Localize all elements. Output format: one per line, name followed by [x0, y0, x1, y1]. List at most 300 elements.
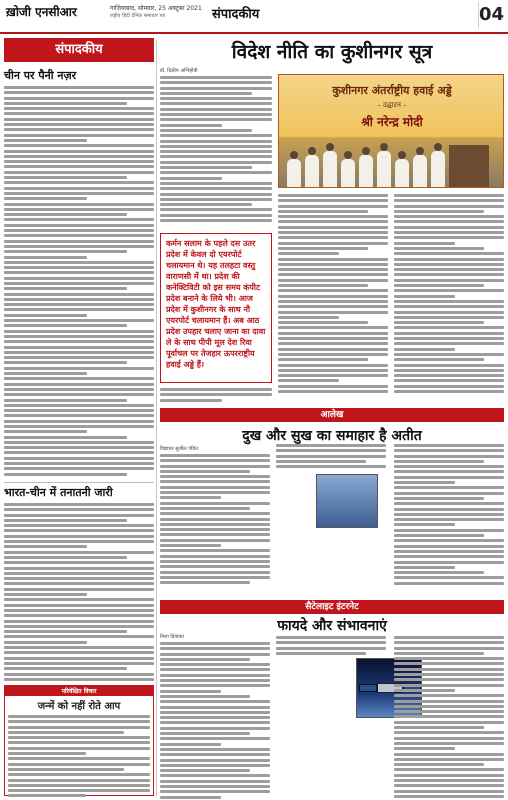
text-line [4, 430, 87, 433]
text-line [160, 454, 270, 457]
text-line [394, 252, 504, 255]
text-line [276, 465, 386, 468]
text-line [160, 203, 252, 206]
text-line [394, 641, 504, 644]
text-line [160, 171, 272, 174]
text-line [394, 481, 455, 484]
text-line [394, 390, 504, 393]
section-bar-satellite: सैटेलाइट इंटरनेट [160, 600, 504, 614]
text-line [4, 256, 87, 259]
text-line [276, 444, 386, 447]
text-line [394, 247, 484, 250]
text-line [4, 524, 154, 527]
article-title: जन्में को नहीं रोते आप [37, 701, 121, 712]
text-line [394, 662, 504, 665]
text-line [276, 449, 386, 452]
article-body [4, 503, 154, 681]
person-figure [323, 151, 337, 188]
text-line [394, 534, 484, 537]
text-line [394, 284, 484, 287]
text-line [160, 571, 270, 574]
text-line [4, 572, 154, 575]
text-line [4, 588, 154, 591]
text-line [394, 358, 484, 361]
text-line [160, 695, 250, 698]
text-line [394, 279, 504, 282]
text-line [394, 465, 504, 468]
text-line [394, 321, 484, 324]
text-line [160, 118, 272, 121]
lead-column-2 [278, 194, 388, 395]
text-line [4, 293, 154, 296]
text-line [160, 155, 272, 158]
text-line [394, 268, 504, 271]
tagline: राष्ट्रीय हिंदी दैनिक समाचार पत्र [110, 13, 166, 19]
text-line [4, 361, 127, 364]
text-line [4, 620, 154, 623]
text-line [4, 250, 127, 253]
text-line [160, 523, 270, 526]
text-line [278, 210, 368, 213]
text-line [4, 561, 154, 564]
text-line [160, 674, 270, 677]
pull-quote: कर्मन सलाम के पहले दस उतर प्रदेश में केवल दो एयरपोर्ट चलायमान थे। यह तलहटा वस्तु वाराणसी में था। प्रदेश की कनेक्टिविटी को इस समय कंपीट प्रदेश बनाने के लिये भी। आज प्रदेश में कुशीनगर के साथ नौ एयरपोर्ट चलायमान हैं। अब आठ प्रदेश उपहार चलाए जाना का दावा ले के साथ पीपी मूल देश रिवा पूर्वाचल पर तेजहार ऊपरराष्ट्रीय हवाई अड्डे हैं। [160, 233, 272, 383]
article-column [276, 636, 386, 657]
text-line [4, 409, 154, 412]
text-line [160, 753, 270, 756]
text-line [394, 199, 504, 202]
text-line [4, 308, 154, 311]
text-line [4, 604, 154, 607]
text-line [4, 335, 154, 338]
text-line [394, 657, 504, 660]
main-area [160, 38, 504, 796]
text-line [160, 679, 270, 682]
text-line [278, 268, 388, 271]
text-line [160, 92, 252, 95]
text-line [278, 342, 388, 345]
solar-panel-icon [359, 684, 377, 692]
text-line [394, 545, 504, 548]
text-line [4, 635, 154, 638]
text-line [160, 528, 270, 531]
author-byline: डॉ. दिलीप अग्निहोत्री [160, 68, 198, 74]
text-line [278, 242, 388, 245]
article-title: भारत-चीन में तनातनी जारी [4, 486, 113, 499]
person-figure [377, 151, 391, 188]
text-line [394, 555, 504, 558]
text-line [394, 684, 504, 687]
text-line [160, 716, 270, 719]
lead-headline: विदेश नीति का कुशीनगर सूत्र [231, 41, 433, 63]
banner-subtitle: – उद्घाटन – [377, 101, 407, 109]
text-line [394, 742, 504, 745]
text-line [4, 451, 154, 454]
text-line [278, 358, 368, 361]
text-line [278, 220, 388, 223]
text-line [4, 346, 154, 349]
article-body [8, 715, 150, 800]
text-line [4, 519, 127, 522]
text-line [394, 790, 504, 793]
text-line [278, 316, 339, 319]
text-line [394, 460, 484, 463]
text-line [4, 462, 154, 465]
text-line [4, 514, 154, 517]
text-line [160, 187, 272, 190]
text-line [278, 353, 388, 356]
text-line [4, 425, 154, 428]
text-line [394, 369, 504, 372]
text-line [160, 459, 270, 462]
text-line [394, 444, 504, 447]
text-line [8, 720, 150, 723]
text-line [4, 266, 154, 269]
text-line [160, 565, 270, 568]
text-line [394, 300, 504, 303]
text-line [160, 727, 270, 730]
text-line [278, 258, 388, 261]
text-line [394, 731, 504, 734]
divider [4, 482, 154, 483]
article-china-watch [4, 66, 154, 478]
text-line [4, 224, 154, 227]
text-line [4, 388, 154, 391]
text-line [160, 134, 272, 137]
text-line [160, 193, 272, 196]
text-line [278, 305, 388, 308]
text-line [394, 550, 504, 553]
text-line [394, 194, 504, 197]
text-line [4, 377, 154, 380]
text-line [4, 134, 154, 137]
text-line [394, 502, 504, 505]
text-line [8, 789, 150, 792]
text-line [394, 784, 504, 787]
text-line [4, 165, 154, 168]
text-line [394, 449, 504, 452]
text-line [4, 171, 154, 174]
text-line [160, 743, 221, 746]
text-line [160, 785, 270, 788]
text-line [394, 226, 504, 229]
text-line [4, 662, 154, 665]
text-line [4, 535, 154, 538]
text-line [4, 404, 154, 407]
text-line [4, 446, 154, 449]
text-line [160, 774, 270, 777]
text-line [394, 513, 504, 516]
text-line [4, 118, 154, 121]
text-line [278, 205, 388, 208]
person-figure [305, 155, 319, 188]
text-line [394, 518, 504, 521]
newspaper-brand: ख़ोजी एनसीआर [6, 5, 77, 19]
text-line [160, 732, 250, 735]
text-line [4, 240, 154, 243]
text-line [8, 741, 150, 744]
text-line [394, 710, 504, 713]
text-line [394, 652, 484, 655]
text-line [4, 340, 154, 343]
text-line [4, 529, 154, 532]
text-line [4, 155, 154, 158]
text-line [160, 388, 272, 391]
text-line [160, 764, 270, 767]
text-line [394, 795, 504, 798]
text-line [394, 636, 504, 639]
text-line [394, 715, 504, 718]
text-line [394, 385, 504, 388]
text-line [4, 314, 87, 317]
person-figure [287, 159, 301, 188]
text-line [160, 658, 250, 661]
text-line [394, 492, 504, 495]
text-line [278, 311, 388, 314]
text-line [4, 657, 154, 660]
dateline: गाज़ियाबाद, सोमवार, 25 अक्टूबर 2021 [110, 5, 202, 12]
text-line [160, 706, 270, 709]
text-line [278, 369, 388, 372]
text-line [160, 502, 270, 505]
text-line [160, 465, 270, 468]
article-opinion-box [4, 685, 154, 796]
text-line [160, 214, 272, 217]
text-line [160, 480, 270, 483]
text-line [4, 651, 154, 654]
text-line [394, 774, 504, 777]
text-line [4, 593, 87, 596]
text-line [8, 757, 150, 760]
text-line [160, 108, 272, 111]
text-line [8, 773, 150, 776]
text-line [4, 86, 154, 89]
text-line [394, 561, 504, 564]
text-line [4, 503, 154, 506]
text-line [160, 102, 272, 105]
text-line [160, 491, 270, 494]
text-line [160, 518, 270, 521]
text-line [160, 512, 270, 515]
text-line [276, 652, 366, 655]
text-line [160, 87, 272, 90]
text-line [160, 555, 270, 558]
text-line [394, 779, 504, 782]
text-line [394, 747, 455, 750]
text-line [160, 796, 221, 799]
text-line [278, 379, 339, 382]
text-line [394, 470, 504, 473]
text-line [394, 582, 504, 585]
text-line [160, 486, 270, 489]
text-line [394, 737, 504, 740]
text-line [4, 213, 127, 216]
article-column [160, 642, 270, 800]
text-line [4, 128, 154, 131]
text-line [4, 91, 154, 94]
text-line [278, 364, 388, 367]
text-line [4, 383, 154, 386]
text-line [160, 748, 270, 751]
text-line [394, 497, 484, 500]
text-line [276, 460, 366, 463]
text-line [394, 673, 504, 676]
text-line [4, 646, 154, 649]
section-title: संपादकीय [212, 7, 260, 22]
text-line [4, 303, 154, 306]
text-line [160, 140, 272, 143]
text-line [394, 364, 504, 367]
text-line [278, 348, 388, 351]
text-line [278, 337, 388, 340]
text-line [4, 261, 154, 264]
banner-name: श्री नरेन्द्र मोदी [361, 115, 423, 129]
text-line [4, 208, 154, 211]
text-line [276, 455, 386, 458]
text-line [4, 678, 154, 681]
text-line [160, 663, 270, 666]
text-line [394, 668, 504, 671]
text-line [278, 279, 388, 282]
text-line [394, 305, 504, 308]
text-line [4, 473, 127, 476]
text-line [278, 289, 388, 292]
text-line [394, 647, 504, 650]
text-line [278, 385, 388, 388]
text-line [160, 507, 250, 510]
lead-column-1 [160, 76, 272, 224]
text-line [394, 529, 504, 532]
text-line [4, 102, 127, 105]
text-line [8, 726, 150, 729]
text-line [394, 379, 504, 382]
text-line [160, 737, 270, 740]
text-line [394, 523, 455, 526]
text-line [278, 247, 368, 250]
article-body [4, 86, 154, 476]
text-line [4, 420, 154, 423]
text-line [160, 653, 270, 656]
text-line [160, 780, 270, 783]
text-line [4, 150, 154, 153]
text-line [394, 455, 504, 458]
text-line [160, 549, 270, 552]
text-line [4, 508, 154, 511]
box-label: परिवेक्षित विचार [5, 686, 153, 696]
text-line [4, 467, 154, 470]
text-line [160, 539, 270, 542]
text-line [278, 284, 368, 287]
text-line [160, 145, 272, 148]
text-line [160, 496, 221, 499]
text-line [8, 784, 150, 787]
text-line [394, 236, 504, 239]
text-line [4, 667, 127, 670]
text-line [160, 759, 270, 762]
text-line [4, 277, 154, 280]
text-line [4, 441, 154, 444]
text-line [160, 113, 272, 116]
text-line [394, 768, 504, 771]
text-line [4, 139, 87, 142]
article-india-china [4, 482, 154, 683]
text-line [276, 641, 386, 644]
lead-column-3 [394, 194, 504, 395]
article-column [394, 444, 504, 587]
text-line [278, 374, 388, 377]
article-headline: दुख और सुख का समाहार है अतीत [242, 428, 422, 444]
text-line [160, 700, 270, 703]
text-line [160, 533, 270, 536]
text-line [394, 263, 504, 266]
text-line [4, 351, 154, 354]
text-line [160, 668, 270, 671]
text-line [4, 271, 154, 274]
editorial-banner: संपादकीय [4, 38, 154, 62]
text-line [4, 112, 154, 115]
article-column [394, 636, 504, 800]
text-line [160, 208, 272, 211]
text-line [394, 705, 504, 708]
text-line [394, 295, 455, 298]
text-line [4, 630, 127, 633]
text-line [4, 545, 87, 548]
text-line [394, 311, 504, 314]
text-line [394, 694, 504, 697]
text-line [278, 252, 339, 255]
text-line [4, 436, 127, 439]
text-line [394, 258, 504, 261]
text-line [4, 598, 154, 601]
text-line [394, 721, 504, 724]
text-line [4, 414, 154, 417]
text-line [394, 539, 504, 542]
text-line [8, 715, 150, 718]
text-line [4, 123, 154, 126]
text-line [278, 295, 388, 298]
text-line [160, 393, 272, 396]
text-line [394, 242, 455, 245]
text-line [160, 475, 270, 478]
text-line [394, 763, 484, 766]
author-byline: विद्याधर सुशील पंडित [160, 446, 198, 452]
text-line [160, 711, 270, 714]
text-line [4, 319, 154, 322]
text-line [4, 330, 154, 333]
text-line [4, 160, 154, 163]
text-line [394, 273, 504, 276]
article-column [160, 454, 270, 586]
text-line [278, 231, 388, 234]
text-line [160, 560, 270, 563]
person-figure [431, 151, 445, 188]
podium [449, 145, 489, 188]
text-line [278, 194, 388, 197]
text-line [4, 641, 87, 644]
text-line [278, 273, 388, 276]
text-line [4, 203, 154, 206]
text-line [4, 282, 154, 285]
text-line [394, 332, 504, 335]
text-line [160, 399, 222, 402]
text-line [278, 390, 388, 393]
text-line [394, 231, 504, 234]
person-figure [395, 159, 409, 188]
text-line [4, 218, 154, 221]
text-line [4, 567, 154, 570]
text-line [4, 234, 154, 237]
column-rule [156, 40, 157, 796]
